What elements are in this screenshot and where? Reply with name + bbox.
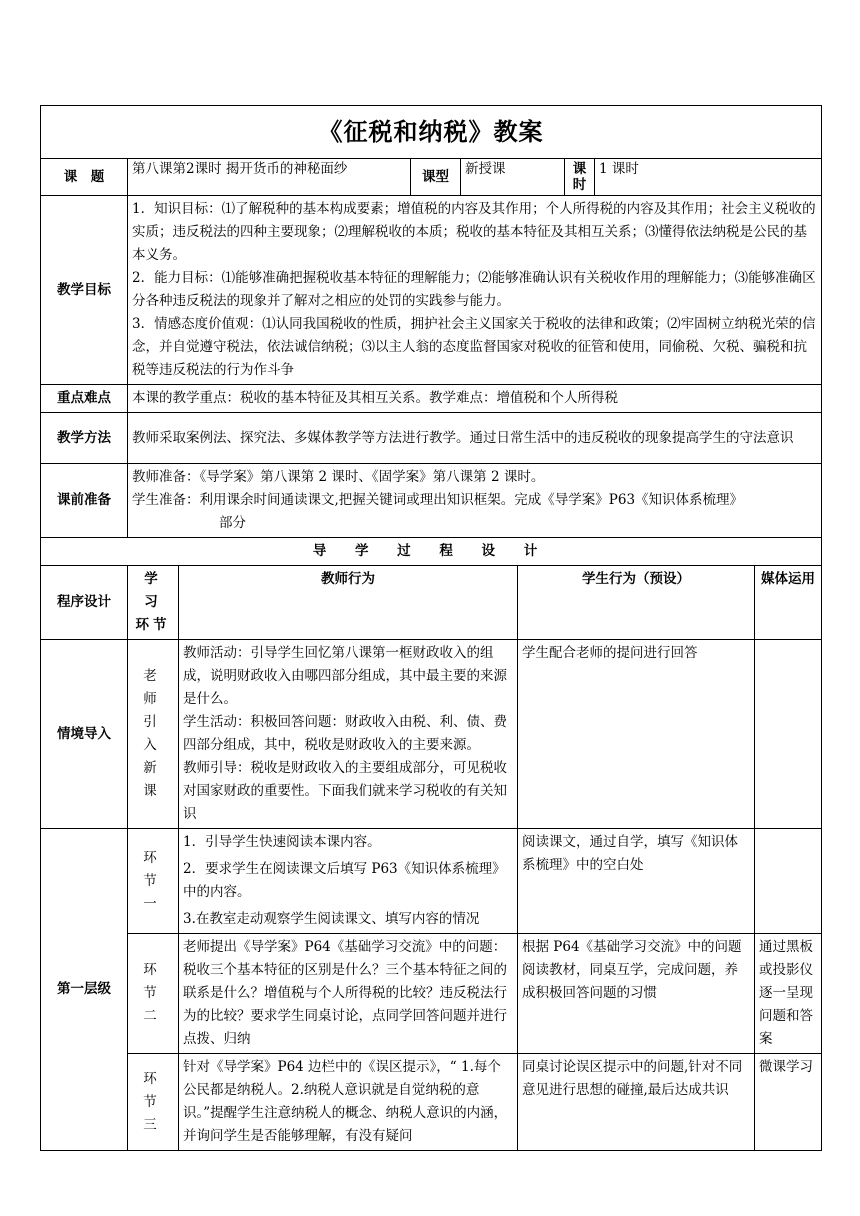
col-teacher: 教师行为 xyxy=(179,566,518,640)
type-label: 课型 xyxy=(411,159,461,196)
col-student: 学生行为（预设） xyxy=(518,566,755,640)
key-points-row xyxy=(41,385,822,413)
method-text: 教师采取案例法、探究法、多媒体教学等方法进行教学。通过日常生活中的违反税收的现象提高学生的守法意识 xyxy=(128,413,822,464)
method-row xyxy=(41,413,822,464)
step3-student: 同桌讨论误区提示中的问题,针对不同意见进行思想的碰撞,最后达成共识 xyxy=(518,1054,755,1151)
step3-media: 微课学习 xyxy=(755,1054,822,1151)
step2-label: 环 节 二 xyxy=(128,934,179,1054)
topic-value: 第八课第2课时 揭开货币的神秘面纱 xyxy=(128,159,411,196)
intro-teacher-guide: 教师引导：税收是财政收入的主要组成部分，可见税收对国家财政的重要性。下面我们就来学习税收的有关知识 xyxy=(183,760,507,822)
topic-label: 课 题 xyxy=(41,159,128,196)
prep-content xyxy=(128,464,822,538)
lesson-plan-table xyxy=(40,105,822,1151)
hours-value: 1 课时 xyxy=(595,159,822,196)
step2-student: 根据 P64《基础学习交流》中的问题阅读教材，同桌互学，完成问题，养成积极回答问题的习惯 xyxy=(518,934,755,1054)
header-row xyxy=(41,159,822,196)
type-value: 新授课 xyxy=(461,159,565,196)
col-program: 程序设计 xyxy=(41,566,128,640)
doc-title: 《征税和纳税》教案 xyxy=(41,106,822,159)
key-points-text: 本课的教学重点：税收的基本特征及其相互关系。教学难点：增值税和个人所得税 xyxy=(128,385,822,413)
step1-student: 阅读课文，通过自学，填写《知识体系梳理》中的空白处 xyxy=(518,829,755,934)
step1-teacher-2: 2．要求学生在阅读课文后填写 P63《知识体系梳理》中的内容。 xyxy=(183,861,506,900)
lesson-plan-page xyxy=(40,105,821,1151)
step2-media: 通过黑板或投影仪逐一呈现问题和答案 xyxy=(755,934,822,1054)
col-step: 学 习 环节 xyxy=(128,566,179,640)
intro-student: 学生配合老师的提问进行回答 xyxy=(518,640,755,829)
prep-label: 课前准备 xyxy=(41,464,128,538)
goals-label: 教学目标 xyxy=(41,196,128,385)
intro-teacher-activity: 教师活动：引导学生回忆第八课第一框财政收入的组成，说明财政收入由哪四部分组成，其中最主要的来源是什么。 xyxy=(183,645,507,707)
prep-row xyxy=(41,464,822,538)
hours-label: 课时 xyxy=(565,159,595,196)
method-label: 教学方法 xyxy=(41,413,128,464)
step1-label: 环 节 一 xyxy=(128,829,179,934)
goals-content xyxy=(128,196,822,385)
level-one-label: 第一层级 xyxy=(41,829,128,1151)
title-row xyxy=(41,106,822,159)
step1-teacher-3: 3.在教室走动观察学生阅读课文、填写内容的情况 xyxy=(183,911,480,927)
prep-teacher: 教师准备：《导学案》第八课第 2 课时、《固学案》第八课第 2 课时。 xyxy=(132,469,545,485)
intro-media xyxy=(755,640,822,829)
goals-knowledge: 1．知识目标：⑴了解税种的基本构成要素；增值税的内容及其作用；个人所得税的内容及其作用；社会主义税收的实质；违反税法的四种主要现象；⑵理解税收的本质；税收的基本特征及其相互关系；⑶懂得依法纳税是公民的基本义务。 xyxy=(132,201,816,263)
step2-row xyxy=(41,934,822,1054)
intro-step: 老 师 引 入 新课 xyxy=(128,640,179,829)
step3-row xyxy=(41,1054,822,1151)
goals-ability: 2．能力目标：⑴能够准确把握税收基本特征的理解能力；⑵能够准确认识有关税收作用的理解能力；⑶能够准确区分各种违反税法的现象并了解对之相应的处罚的实践参与能力。 xyxy=(132,270,816,309)
goals-values: 3．情感态度价值观：⑴认同我国税收的性质，拥护社会主义国家关于税收的法律和政策；⑵牢固树立纳税光荣的信念，并自觉遵守税法，依法诚信纳税；⑶以主人翁的态度监督国家对税收的征管和使用，同偷税、欠税、骗税和抗税等违反税法的行为作斗争 xyxy=(132,316,816,378)
col-media: 媒体运用 xyxy=(755,566,822,640)
step2-teacher: 老师提出《导学案》P64《基础学习交流》中的问题：税收三个基本特征的区别是什么？三个基本特征之间的联系是什么？增值税与个人所得税的比较？违反税法行为的比较？要求学生同桌讨论，点同学回答问题并进行点拨、归纳 xyxy=(179,934,518,1054)
column-header-row xyxy=(41,566,822,640)
step1-teacher-1: 1．引导学生快速阅读本课内容。 xyxy=(183,834,381,850)
step3-teacher: 针对《导学案》P64 边栏中的《误区提示》，“ 1.每个公民都是纳税人。2.纳税人意识就是自觉纳税的意识。”提醒学生注意纳税人的概念、纳税人意识的内涵，并询问学生是否能够理解，有没有疑问 xyxy=(179,1054,518,1151)
step1-row xyxy=(41,829,822,934)
intro-row xyxy=(41,640,822,829)
goals-row xyxy=(41,196,822,385)
intro-program: 情境导入 xyxy=(41,640,128,829)
prep-student: 学生准备：利用课余时间通读课文,把握关键词或理出知识框架。完成《导学案》P63《知识体系梳理》 xyxy=(132,492,744,508)
step3-label: 环 节 三 xyxy=(128,1054,179,1151)
step1-media xyxy=(755,829,822,934)
intro-student-activity: 学生活动：积极回答问题：财政收入由税、利、债、费四部分组成，其中，税收是财政收入的主要来源。 xyxy=(183,714,507,753)
step1-teacher xyxy=(179,829,518,934)
key-points-label: 重点难点 xyxy=(41,385,128,413)
section-title: 导 学 过 程 设 计 xyxy=(41,538,822,566)
intro-teacher xyxy=(179,640,518,829)
section-row xyxy=(41,538,822,566)
prep-student-cont: 部分 xyxy=(219,515,246,531)
